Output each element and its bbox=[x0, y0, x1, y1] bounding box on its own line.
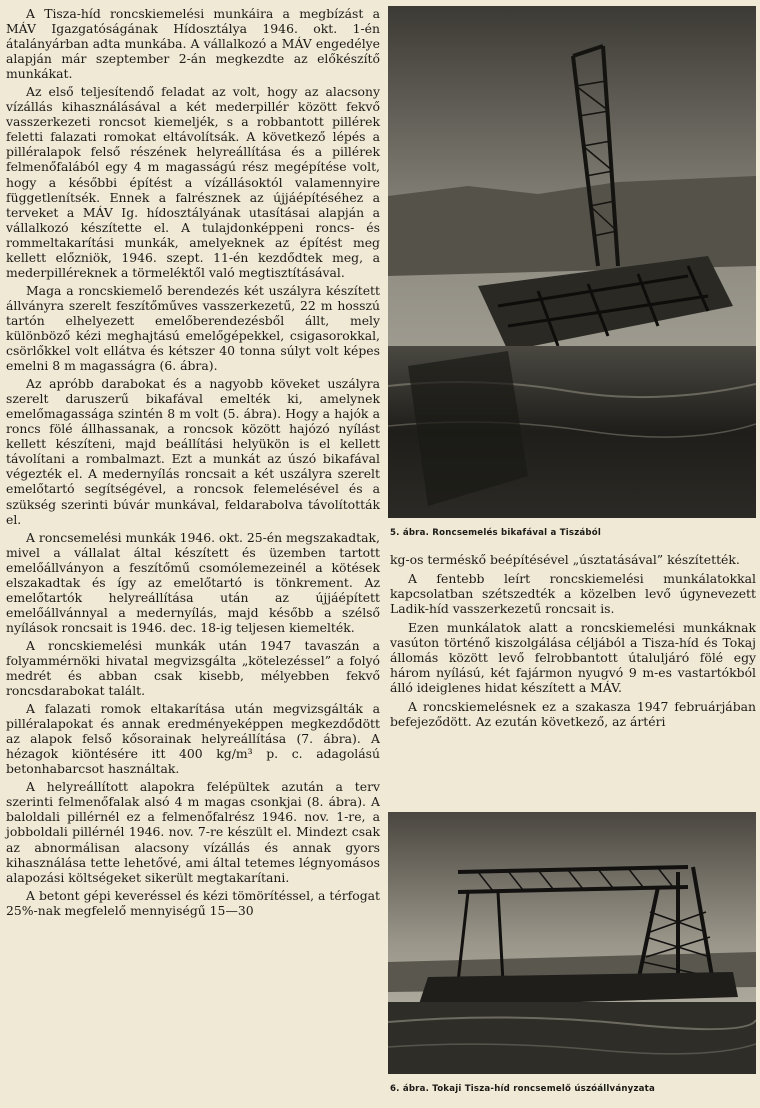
figure-6 bbox=[388, 812, 756, 1094]
paragraph: A falazati romok eltakarítása után megvizsgálták a pilléralapokat és annak eredményeképpen megkezdődött az alapok felső kősorainak helyreállítása (7. ábra). A hézagok kiöntésére itt 400 kg/m³ p. c. adagolású betonhabarcsot használtak. bbox=[6, 701, 380, 777]
paragraph: A roncskiemelésnek ez a szakasza 1947 februárjában befejeződött. Az ezután következő, az ártéri bbox=[390, 699, 756, 730]
paragraph: A helyreállított alapokra felépültek azután a terv szerinti felmenőfalak alsó 4 m magas csonkjai (8. ábra). A baloldali pillérnél ez a felmenőfalrész 1946. nov. 1-re, a jobboldali pillérnél 1946. nov. 7-re készült el. Mindezt csak az abnormálisan alacsony vízállás és annak gyors kihasználása tette lehetővé, ami által tetemes légnyomásos alapozási költségeket sikerült megtakarítani. bbox=[6, 779, 380, 885]
paragraph: A betont gépi keveréssel és kézi tömörítéssel, a térfogat 25%-nak megfelelő mennyiségű 15—30 bbox=[6, 887, 380, 918]
paragraph: A Tisza-híd roncskiemelési munkáira a megbízást a MÁV Igazgatóságának Hídosztálya 1946. okt. 1-én átalányárban adta munkába. A vállalkozó a MÁV engedélye alapján már szeptember 2-án megkezdte az előkészítő munkákat. bbox=[6, 6, 380, 82]
figure-5-caption: 5. ábra. Roncsemelés bikafával a Tiszából bbox=[390, 528, 602, 538]
paragraph: kg-os terméskő beépítésével „úsztatásával” készítették. bbox=[390, 552, 740, 567]
figure-5 bbox=[388, 6, 756, 538]
figure-6-photo bbox=[388, 812, 756, 1074]
paragraph: Maga a roncskiemelő berendezés két uszályra készített állványra szerelt feszítőműves vasszerkezetű, 22 m hosszú tartón elhelyezett emelőberendezésből állt, mely különböző kézi meghajtású emelőgépekkel, csigasorokkal, csörlőkkel volt ellátva és kétszer 40 tonna súlyt volt képes emelni 8 m magasságra (6. ábra). bbox=[6, 282, 380, 374]
article-left-column bbox=[6, 6, 380, 918]
paragraph: Az első teljesítendő feladat az volt, hogy az alacsony vízállás kihasználásával a két mederpillér között fekvő vasszerkezeti roncsot kiemeljék, s a robbantott pillérek feletti falazati romokat eltávolítsák. A következő lépés a pilléralapok felső részének helyreállítása és a pillérek felmenőfalából egy 4 m magasságú rész megépítése volt, hogy a későbbi építést a vízállásoktól valamennyire függetlenítsék. Ennek a falrésznek az újjáépítéséhez a terveket a MÁV Ig. hídosztályának utasításai alapján a vállalkozó készítette el. A tulajdonképpeni roncs- és rommeltakarítási munkák, amelyeknek az építést meg kellett előzniök, 1946. szept. 11-én kezdődtek meg, a mederpilléreknek a törmeléktől való megtisztításával. bbox=[6, 84, 380, 280]
paragraph: Ezen munkálatok alatt a roncskiemelési munkáknak vasúton történő kiszolgálása céljából a Tisza-híd és Tokaj állomás között levő felrobbantott útaluljáró fölé egy három nyílású, két fajármon nyugvó 9 m-es vastartókból álló ideiglenes hidat készített a MÁV. bbox=[390, 620, 756, 696]
figure-5-photo bbox=[388, 6, 756, 518]
paragraph: A roncskiemelési munkák után 1947 tavaszán a folyammérnöki hivatal megvizsgálta „kötelezéssel” a folyó medrét és abban csak kisebb, mélyebben fekvő roncsdarabokat talált. bbox=[6, 637, 380, 699]
figure-6-caption: 6. ábra. Tokaji Tisza-híd roncsemelő úszóállványzata bbox=[390, 1084, 655, 1094]
paragraph: A fentebb leírt roncskiemelési munkálatokkal kapcsolatban szétszedték a közelben levő úgynevezett Ladik-híd vasszerkezetű roncsait is. bbox=[390, 571, 756, 617]
paragraph: A roncsemelési munkák 1946. okt. 25-én megszakadtak, mivel a vállalat által készített és üzemben tartott emelőállványon a feszítőmű csomólemezeinél a kötések elszakadtak és így az emelőtartó is tönkrement. Az emelőtartók helyreállítása után az újjáépített emelőállvánnyal a medernyílás, majd később a szélső nyílások roncsait is 1946. dec. 18-ig teljesen kiemelték. bbox=[6, 529, 380, 635]
article-right-column bbox=[390, 552, 756, 730]
paragraph: Az apróbb darabokat és a nagyobb köveket uszályra szerelt daruszerű bikafával emelték ki, amelynek emelőmagassága szintén 8 m volt (5. ábra). Hogy a hajók a roncs fölé állhassanak, a roncsok között hajózó nyílást kellett készíteni, majd beállítási helyükön is el kellett távolítani a rombalmazt. Ezt a munkát az úszó bikafával végezték el. A medernyílás roncsait a két uszályra szerelt emelőtartó segítségével, a roncsok felemelésével és a szükség szerinti búvár munkával, feldarabolva távolították el. bbox=[6, 376, 380, 527]
